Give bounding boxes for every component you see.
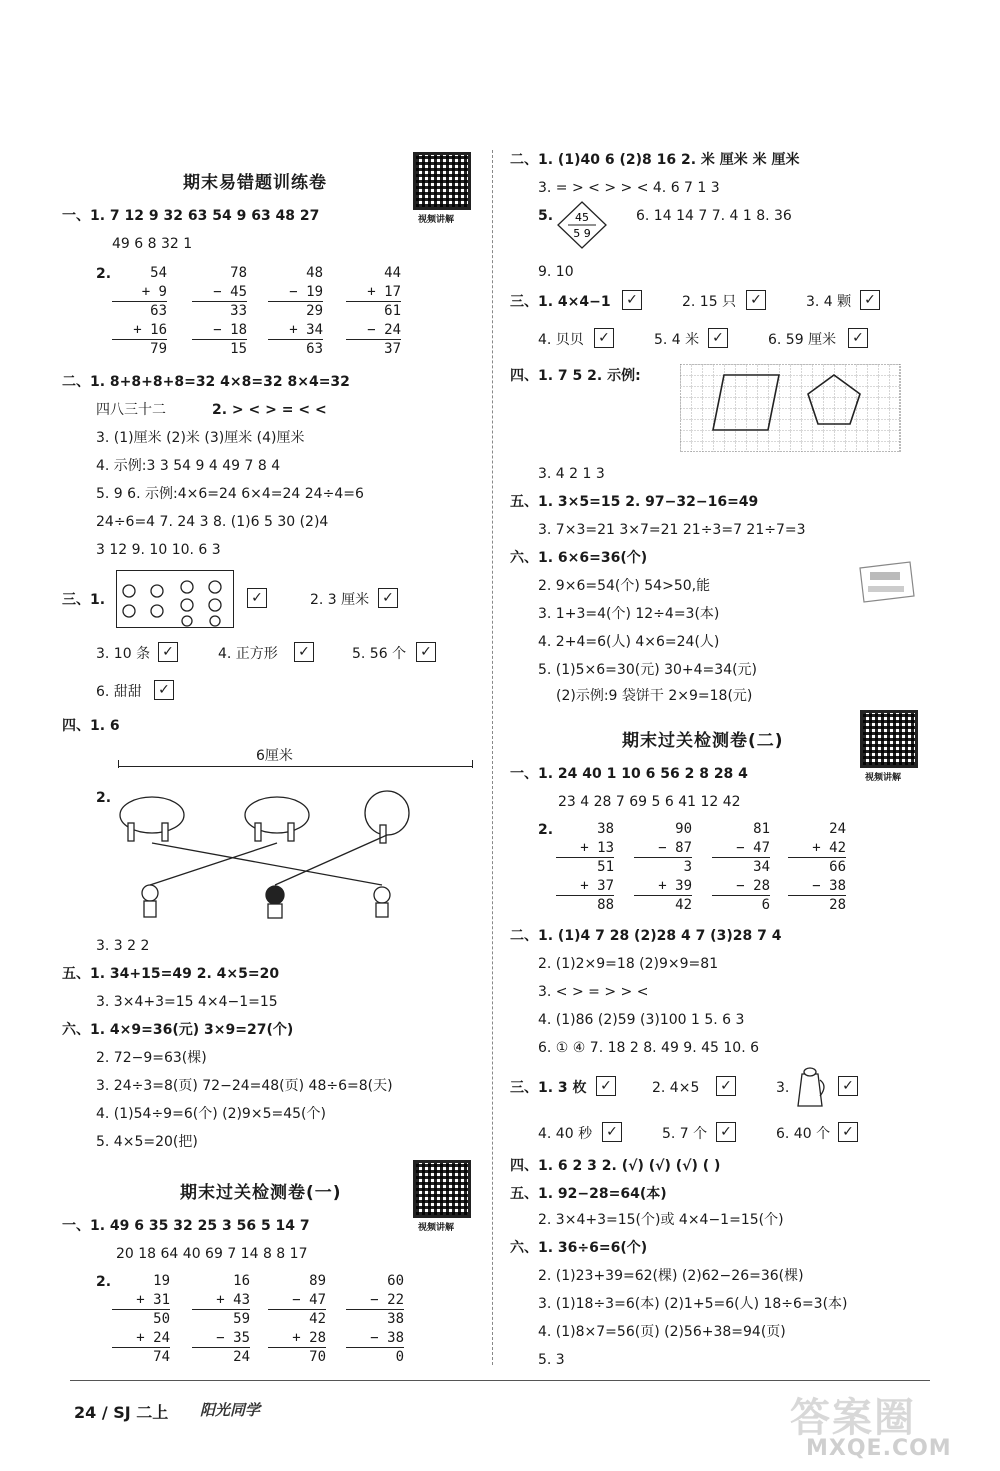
calc-column: 78 − 45 33 − 18 15	[192, 264, 247, 359]
answer-line: 5. 4×5=20(把)	[96, 1134, 198, 1150]
answer-label: 三、1.	[62, 592, 106, 608]
check-box: ✓	[594, 328, 614, 348]
answer-line: 2. 72−9=63(棵)	[96, 1050, 207, 1066]
answer-line: 2. 3×4+3=15(个)或 4×4−1=15(个)	[538, 1212, 784, 1228]
answer-line: 4. (1)8×7=56(页) (2)56+38=94(页)	[538, 1324, 786, 1340]
answer-line: 二、1. (1)40 6 (2)8 16 2. 米 厘米 米 厘米	[510, 152, 800, 168]
check-box: ✓	[622, 290, 642, 310]
section-title-3: 期末过关检测卷(二)	[622, 731, 784, 751]
check-box: ✓	[596, 1076, 616, 1096]
answer-line: 4. 2+4=6(人) 4×6=24(人)	[538, 634, 720, 650]
answer-line: 23 4 28 7 69 5 6 41 12 42	[558, 794, 741, 810]
check-box: ✓	[838, 1076, 858, 1096]
qr-code-icon	[413, 1160, 471, 1218]
answer-line: 5. 9 6. 示例:4×6=24 6×4=24 24÷4=6	[96, 486, 364, 502]
footer-rule	[70, 1380, 930, 1381]
check-box: ✓	[247, 588, 267, 608]
check-box: ✓	[416, 642, 436, 662]
qr-code-icon	[860, 710, 918, 768]
elephant-matching-diagram	[110, 785, 430, 930]
answer-line: 5. 7 个	[662, 1126, 708, 1142]
answer-line: 6. 甜甜	[96, 684, 142, 700]
answer-line: 2. 9×6=54(个) 54>50,能	[538, 578, 711, 594]
answer-line: 6. 14 14 7 7. 4 1 8. 36	[636, 208, 792, 224]
answer-label: 2.	[96, 266, 112, 282]
answer-line: 20 18 64 40 69 7 14 8 8 17	[116, 1246, 308, 1262]
answer-line: 六、1. 4×9=36(元) 3×9=27(个)	[62, 1022, 294, 1038]
answer-line: 2. 3 厘米	[310, 592, 370, 608]
check-box: ✓	[746, 290, 766, 310]
answer-line: (2)示例:9 袋饼干 2×9=18(元)	[556, 688, 753, 704]
calc-column: 60 − 22 38 − 38 0	[346, 1272, 404, 1367]
answer-line: 6. 59 厘米	[768, 332, 837, 348]
ruler-line	[118, 766, 473, 767]
calc-column: 54 + 9 63 + 16 79	[112, 264, 167, 359]
calc-column: 44 + 17 61 − 24 37	[346, 264, 401, 359]
check-box: ✓	[716, 1076, 736, 1096]
check-box: ✓	[158, 642, 178, 662]
check-box: ✓	[838, 1122, 858, 1142]
answer-line: 二、1. (1)4 7 28 (2)28 4 7 (3)28 7 4	[510, 928, 782, 944]
answer-label: 3.	[776, 1080, 790, 1096]
answer-line: 3. 10 条	[96, 646, 151, 662]
answer-line: 3. < > = > > <	[538, 984, 649, 1000]
answer-line: 四、1. 6	[62, 718, 120, 734]
calc-column: 81 − 47 34 − 28 6	[712, 820, 770, 915]
answer-line: 六、1. 6×6=36(个)	[510, 550, 648, 566]
answer-line: 6. 40 个	[776, 1126, 831, 1142]
answer-line: 2. 4×5	[652, 1080, 700, 1096]
check-box: ✓	[860, 290, 880, 310]
watermark-url: MXQE.COM	[806, 1436, 952, 1461]
diamond-bottom-number: 5 9	[573, 227, 591, 240]
answer-line: 3. 3 2 2	[96, 938, 150, 954]
answer-line: 24÷6=4 7. 24 3 8. (1)6 5 30 (2)4	[96, 514, 329, 530]
check-box: ✓	[602, 1122, 622, 1142]
answer-line: 一、1. 24 40 1 10 6 56 2 8 28 4	[510, 766, 748, 782]
answer-line: 四、1. 6 2 3 2. (√) (√) (√) ( )	[510, 1158, 721, 1174]
answer-line: 3. 4 2 1 3	[538, 466, 605, 482]
diamond-diagram	[556, 200, 608, 250]
diamond-top-number: 45	[575, 211, 589, 224]
answer-line: 三、1. 4×4−1	[510, 294, 611, 310]
kettle-icon	[794, 1064, 828, 1110]
answer-line: 6. ① ④ 7. 18 2 8. 49 9. 45 10. 6	[538, 1040, 760, 1056]
calc-column: 24 + 42 66 − 38 28	[788, 820, 846, 915]
radish-picture-box	[116, 570, 234, 628]
check-box: ✓	[378, 588, 398, 608]
check-box: ✓	[294, 642, 314, 662]
answer-line: 二、1. 8+8+8+8=32 4×8=32 8×4=32	[62, 374, 350, 390]
answer-label: 5.	[538, 208, 554, 224]
answer-line: 3. = > < > > < 4. 6 7 1 3	[538, 180, 720, 196]
calc-column: 38 + 13 51 + 37 88	[556, 820, 614, 915]
answer-line: 2. 15 只	[682, 294, 737, 310]
qr-label: 视频讲解	[418, 1223, 455, 1233]
page-number: 24 / SJ 二上	[74, 1403, 169, 1422]
calc-column: 16 + 43 59 − 35 24	[192, 1272, 250, 1367]
answer-line: 5. 56 个	[352, 646, 407, 662]
check-box: ✓	[154, 680, 174, 700]
answer-line: 2. > < > = < <	[212, 402, 327, 418]
column-divider	[492, 150, 493, 1365]
calc-column: 48 − 19 29 + 34 63	[268, 264, 323, 359]
answer-line: 三、1. 3 枚	[510, 1080, 587, 1096]
answer-line: 2. (1)2×9=18 (2)9×9=81	[538, 956, 719, 972]
answer-line: 4. 示例:3 3 54 9 4 49 7 8 4	[96, 458, 281, 474]
answer-line: 5. 4 米	[654, 332, 700, 348]
answer-line: 六、1. 36÷6=6(个)	[510, 1240, 648, 1256]
answer-line: 四八三十二	[96, 402, 166, 418]
answer-line: 4. 贝贝	[538, 332, 584, 348]
answer-line: 5. 3	[538, 1352, 565, 1368]
section-title-1: 期末易错题训练卷	[183, 173, 327, 193]
answer-line: 4. (1)54÷9=6(个) (2)9×5=45(个)	[96, 1106, 326, 1122]
answer-line: 五、1. 34+15=49 2. 4×5=20	[62, 966, 280, 982]
answer-line: 一、1. 7 12 9 32 63 54 9 63 48 27	[62, 208, 320, 224]
ruler-tick	[472, 760, 473, 768]
answer-line: 4. (1)86 (2)59 (3)100 1 5. 6 3	[538, 1012, 745, 1028]
answer-line: 一、1. 49 6 35 32 25 3 56 5 14 7	[62, 1218, 310, 1234]
radish-icon	[117, 571, 233, 627]
grid-drawing-diagram	[680, 364, 902, 452]
answer-label: 2.	[538, 822, 554, 838]
ruler-label: 6厘米	[256, 748, 293, 764]
answer-line: 四、1. 7 5 2. 示例:	[510, 368, 641, 384]
qr-code-icon	[413, 152, 471, 210]
qr-label: 视频讲解	[418, 215, 455, 225]
check-box: ✓	[716, 1122, 736, 1142]
answer-line: 五、1. 92−28=64(本)	[510, 1186, 667, 1202]
calc-column: 90 − 87 3 + 39 42	[634, 820, 692, 915]
answer-line: 9. 10	[538, 264, 574, 280]
answer-line: 3. 7×3=21 3×7=21 21÷3=7 21÷7=3	[538, 522, 806, 538]
answer-line: 4. 40 秒	[538, 1126, 593, 1142]
answer-line: 4. 正方形	[218, 646, 278, 662]
check-box: ✓	[708, 328, 728, 348]
qr-label: 视频讲解	[865, 773, 902, 783]
ruler-tick	[118, 760, 119, 768]
answer-line: 3. 3×4+3=15 4×4−1=15	[96, 994, 278, 1010]
answer-line: 3 12 9. 10 10. 6 3	[96, 542, 221, 558]
answer-line: 5. (1)5×6=30(元) 30+4=34(元)	[538, 662, 758, 678]
stamp-icon	[856, 560, 918, 604]
check-box: ✓	[848, 328, 868, 348]
answer-label: 2.	[96, 790, 112, 806]
calc-column: 89 − 47 42 + 28 70	[268, 1272, 326, 1367]
answer-line: 五、1. 3×5=15 2. 97−32−16=49	[510, 494, 759, 510]
brand-logo: 阳光同学	[200, 1401, 261, 1419]
answer-line: 3. 24÷3=8(页) 72−24=48(页) 48÷6=8(天)	[96, 1078, 393, 1094]
answer-line: 49 6 8 32 1	[112, 236, 193, 252]
answer-line: 3. 4 颗	[806, 294, 852, 310]
section-title-2: 期末过关检测卷(一)	[180, 1183, 342, 1203]
watermark-logo: 答案圈	[790, 1395, 916, 1441]
answer-line: 3. (1)18÷3=6(本) (2)1+5=6(人) 18÷6=3(本)	[538, 1296, 848, 1312]
calc-column: 19 + 31 50 + 24 74	[112, 1272, 170, 1367]
answer-line: 3. 1+3=4(个) 12÷4=3(本)	[538, 606, 720, 622]
answer-line: 3. (1)厘米 (2)米 (3)厘米 (4)厘米	[96, 430, 305, 446]
answer-label: 2.	[96, 1274, 112, 1290]
answer-line: 2. (1)23+39=62(棵) (2)62−26=36(棵)	[538, 1268, 804, 1284]
